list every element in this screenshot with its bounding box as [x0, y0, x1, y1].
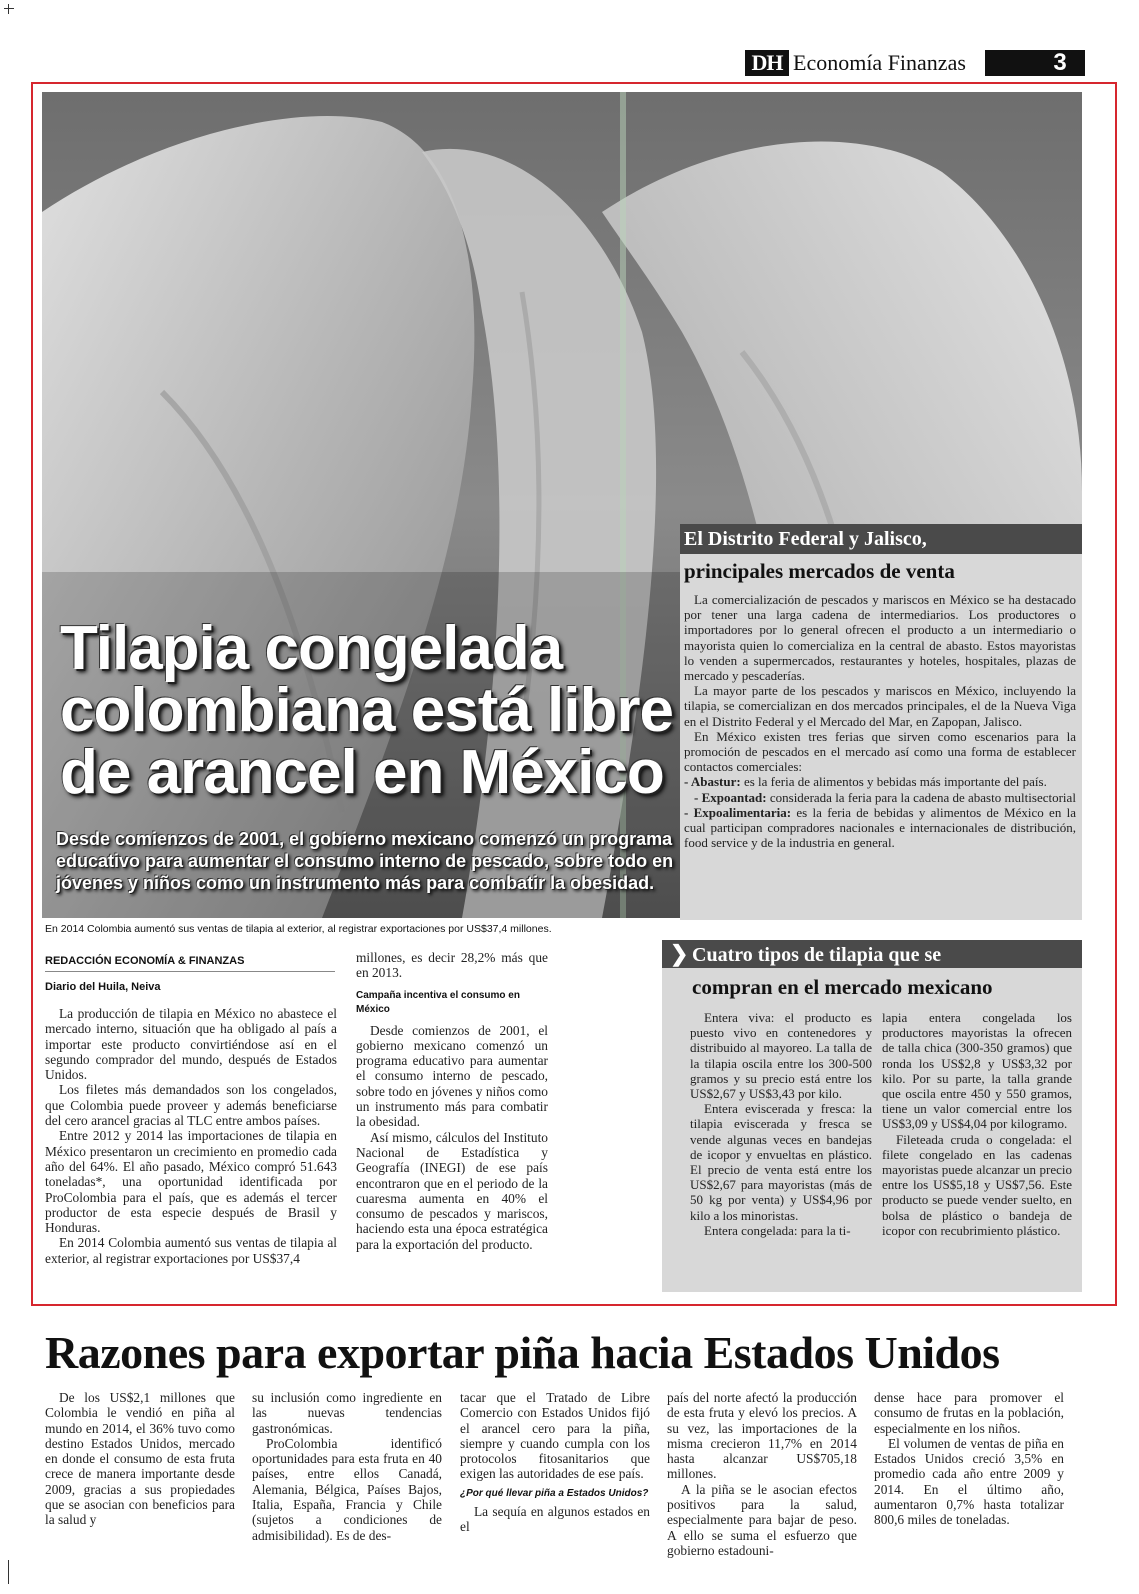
- paragraph: Los filetes más demandados son los congelados, que Colombia puede proveer y además beneficiarse del cero arancel gracias al TLC entre ambos países.: [45, 1082, 337, 1129]
- dateline: Diario del Huila, Neiva: [45, 981, 161, 993]
- fair-name: - Abastur:: [684, 774, 741, 790]
- fair-name: - Expoalimentaria:: [684, 804, 792, 820]
- paragraph: El volumen de ventas de piña en Estados Unidos creció 3,5% en promedio cada año entre 2009 y 2014. En el último año, aumentaron 0,7% hasta totalizar 800,6 miles de toneladas.: [874, 1435, 1064, 1528]
- second-headline: Razones para exportar piña hacia Estados Unidos: [45, 1327, 1000, 1378]
- types-title: compran en el mercado mexicano: [692, 975, 993, 999]
- subhead: ¿Por qué llevar piña a Estados Unidos?: [460, 1487, 649, 1499]
- paragraph: ProColombia identificó oportunidades para esta fruta en 40 países, entre ellos Canadá, Alemania, Bélgica, Países Bajos, Italia, España, Francia y Chile (sujetos a condiciones de admisibilidad). Es de des-: [252, 1435, 442, 1543]
- paragraph: En México existen tres ferias que sirven como escenarios para la promoción de pescados en el mercado así como una forma de establecer contactos comerciales:: [684, 728, 1076, 775]
- types-column-2: [882, 1010, 1072, 1238]
- paragraph: tacar que el Tratado de Libre Comercio con Estados Unidos fijó el arancel cero para la piña, siempre y cuando cumpla con los protocolos fitosanitarios que exigen las autoridades de ese país.: [460, 1390, 650, 1482]
- fair-desc: es la feria de alimentos y bebidas más importante del país.: [740, 774, 1047, 790]
- second-column-3: [460, 1390, 650, 1534]
- article-column-1: [45, 1006, 337, 1266]
- tilapia-types-sidebar: [662, 940, 1082, 1292]
- paragraph: La sequía en algunos estados en el: [460, 1503, 650, 1535]
- types-kicker: [662, 940, 1082, 968]
- paragraph: A la piña se le asocian efectos positivos para la salud, especialmente para bajar de peso. A ello se suma el esfuerzo que gobierno estadouni-: [667, 1481, 857, 1558]
- paragraph: lapia entera congelada los productores mayoristas la ofrecen de talla chica (300-350 gramos) que ronda los US$2,8 y US$3,32 por kilo. Por su parte, la talla grande que oscila entre 450 y 550 gramos, tiene un valor comercial entre los US$3,09 y US$4,04 por kilogramo.: [882, 1010, 1072, 1132]
- masthead: [745, 50, 1085, 78]
- crop-mark: [8, 4, 9, 14]
- crop-mark: [4, 8, 14, 9]
- paragraph: su inclusión como ingrediente en las nuevas tendencias gastronómicas.: [252, 1390, 442, 1436]
- types-kicker-text: Cuatro tipos de tilapia que se: [692, 944, 942, 966]
- paragraph: En 2014 Colombia aumentó sus ventas de tilapia al exterior, al registrar exportaciones por US$37,4: [45, 1235, 337, 1266]
- chevron-right-icon: ❯: [670, 941, 689, 966]
- fair-name: - Expoantad:: [694, 789, 767, 805]
- paragraph: país del norte afectó la producción de esta fruta y elevó los precios. A su vez, las importaciones de la misma crecieron 11,7% en 2014 hasta alcanzar US$705,18 millones.: [667, 1390, 857, 1482]
- types-column-1: [690, 1010, 872, 1238]
- paragraph: La mayor parte de los pescados y mariscos en México, incluyendo la tilapia, se comercializan en dos mercados principales, el de la Nueva Viga en el Distrito Federal y el Mercado del Mar, en Zapopan, Jalisco.: [684, 683, 1076, 729]
- fair-item: [684, 805, 1076, 851]
- paragraph: dense hace para promover el consumo de frutas en la población, especialmente en los niños.: [874, 1390, 1064, 1436]
- section-name: Economía Finanzas: [793, 50, 966, 75]
- fair-desc: es la feria de bebidas y alimentos de México en la cual participan compradores nacionales e internacionales de distribución, food service y de la industria en general.: [684, 804, 1077, 851]
- markets-body: [684, 592, 1076, 850]
- paragraph: Desde comienzos de 2001, el gobierno mexicano comenzó un programa educativo para aumentar el consumo interno de pescado, sobre todo en jóvenes y niños como un instrumento más para combatir la obesidad.: [356, 1022, 548, 1130]
- second-column-5: [874, 1390, 1064, 1528]
- second-column-1: [45, 1390, 235, 1528]
- paragraph: millones, es decir 28,2% más que en 2013.: [356, 950, 548, 981]
- article-column-2: [356, 950, 548, 1252]
- masthead-logo: DH: [745, 50, 789, 76]
- byline: REDACCIÓN ECONOMÍA & FINANZAS: [45, 955, 245, 967]
- fair-item: [684, 790, 1076, 805]
- byline-rule: [45, 971, 335, 972]
- paragraph: La comercialización de pescados y mariscos en México se ha destacado por tener una larga cadena de intermediarios. Los productores o importadores por lo general ofrecen el producto a un intermediario o mayorista quien lo comercializa en la central de abasto. Estos mayoristas lo venden a supermercados, restaurantes y hoteles, hospitales, plazas de mercado y pescaderías.: [684, 592, 1076, 684]
- page-number: 3: [1053, 49, 1067, 76]
- second-column-2: [252, 1390, 442, 1543]
- photo-caption: En 2014 Colombia aumentó sus ventas de tilapia al exterior, al registrar exportaciones por US$37,4 millones.: [45, 923, 552, 935]
- paragraph: Fileteada cruda o congelada: el filete congelado en las cadenas mayoristas puede alcanzar un precio entre los US$5,18 y US$7,56. Este producto se puede vender suelto, en bolsa de plástico o bandeja de icopor con recubrimiento plástico.: [882, 1131, 1072, 1238]
- paragraph: Así mismo, cálculos del Instituto Nacional de Estadística y Geografía (INEGI) de ese país encontraron que en el periodo de la cuaresma aumenta en 40% el consumo de pescados y mariscos, haciendo esta una época estratégica para la exportación del producto.: [356, 1129, 548, 1252]
- paragraph: Entre 2012 y 2014 las importaciones de tilapia en México presentaron un crecimiento en promedio cada año del 64%. El año pasado, México compró 51.643 toneladas*, una oportunidad identificada por ProColombia para el país, que es además el tercer productor de esta especie después de Brasil y Honduras.: [45, 1128, 337, 1236]
- paragraph: Entera eviscerada y fresca: la tilapia eviscerada y fresca se vende algunas veces en bandejas de icopor y envueltas en plástico. El precio de venta está entre los US$2,67 para mayoristas (más de 50 kg por venta) y US$4,96 por kilo a los minoristas.: [690, 1101, 872, 1223]
- crop-mark: [8, 1560, 9, 1584]
- markets-title: principales mercados de venta: [684, 559, 955, 583]
- paragraph: La producción de tilapia en México no abastece el mercado interno, situación que ha obligado al país a importar este producto convirtiéndose así en el segundo comprador del mundo, después de Estados Unidos.: [45, 1006, 337, 1083]
- lead-deck: Desde comienzos de 2001, el gobierno mexicano comenzó un programa educativo para aumentar el consumo interno de pescado, sobre todo en jóvenes y niños como un instrumento más para combatir la obesidad.: [56, 829, 674, 893]
- markets-kicker: El Distrito Federal y Jalisco,: [680, 524, 1082, 554]
- markets-sidebar: [680, 524, 1082, 920]
- second-column-4: [667, 1390, 857, 1558]
- paragraph: De los US$2,1 millones que Colombia le vendió en piña al mundo en 2014, el 36% tuvo como destino Estados Unidos, mercado en donde el consumo de esta fruta crece de manera importante desde 2009, gracias a sus propiedades que se asocian con beneficios para la salud y: [45, 1390, 235, 1528]
- lead-headline: Tilapia congelada colombiana está libre de arancel en México: [60, 614, 673, 807]
- paragraph: Entera congelada: para la ti-: [704, 1222, 851, 1238]
- subhead: Campaña incentiva el consumo en México: [356, 989, 520, 1015]
- fair-desc: considerada la feria para la cadena de abasto multisectorial: [766, 789, 1076, 805]
- fair-item: [684, 774, 1076, 789]
- paragraph: Entera viva: el producto es puesto vivo en contenedores y distribuido al mayoreo. La talla de la tilapia oscila entre los 300-500 gramos y su precio está entre los US$2,67 y US$3,43 por kilo.: [690, 1010, 872, 1102]
